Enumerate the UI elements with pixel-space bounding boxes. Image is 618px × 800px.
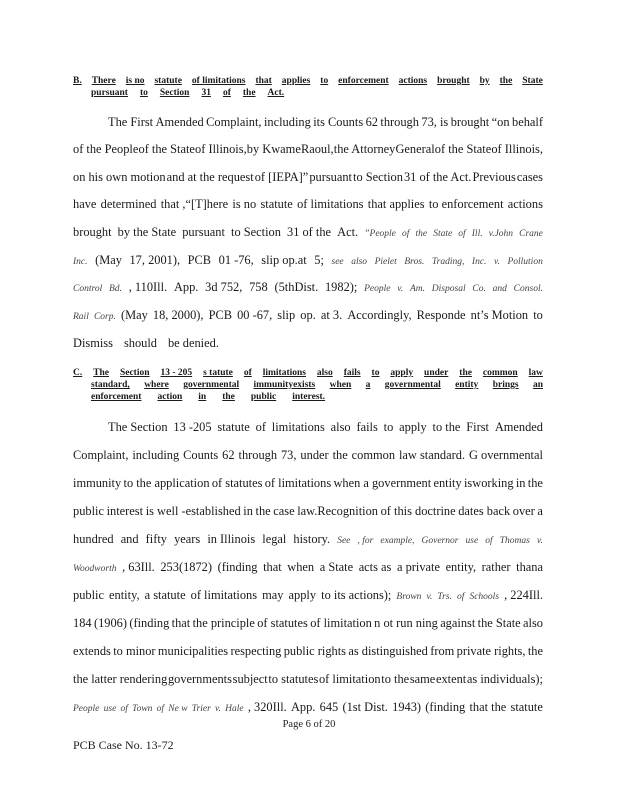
case-citation: of <box>120 704 128 714</box>
case-citation: Corp. <box>93 312 116 322</box>
case-citation: of <box>458 229 466 239</box>
case-citation: Bros. <box>404 257 425 267</box>
case-citation: Pielet <box>374 257 397 267</box>
case-citation: Rail <box>73 312 89 322</box>
case-citation: Ne w <box>168 704 188 714</box>
paragraph-line: Dismiss should be denied. <box>73 336 219 350</box>
case-citation: of <box>156 704 165 714</box>
case-citation: Town <box>132 704 153 714</box>
section-c-heading-line-2: standard, where governmental immunityexists when a governmental entity brings an <box>91 380 543 390</box>
case-citation: ”People <box>364 229 396 239</box>
case-citation: v.John <box>488 229 514 239</box>
case-citation: and <box>492 284 507 294</box>
case-citation: People <box>364 284 391 294</box>
section-b-heading-line-2: pursuant to Section 31 of the Act. <box>91 88 285 98</box>
paragraph-line: have determined that ,“[T]here is no statute of limitations that applies to enforcement actions <box>73 197 543 211</box>
paragraph-line: 184 (1906) (finding that the principle of statutes of limitation n ot run ning against the State also <box>73 616 543 630</box>
paragraph-line: the latter rendering governments subject to statutes of limitation to the same extent as individuals); <box>73 672 543 686</box>
case-citation: Trier <box>191 704 211 714</box>
case-citation: Brown <box>396 592 422 602</box>
paragraph-line: immunity to the application of statutes of limitations when a government entity isworking in the <box>73 476 543 490</box>
case-citation: the <box>415 229 428 239</box>
case-citation: Disposal <box>431 284 466 294</box>
case-citation: State <box>433 229 453 239</box>
case-citation: Woodworth <box>73 564 117 574</box>
case-citation: of <box>485 536 493 546</box>
page-number: Page 6 of 20 <box>282 719 336 730</box>
case-citation: Am. <box>409 284 426 294</box>
case-citation: v. <box>215 704 221 714</box>
case-citation: of <box>402 229 410 239</box>
paragraph-line: Rail Corp. (May 18, 2000), PCB 00 -67, slip op. at 3. Accordingly, Responde nt’s Motion to <box>73 307 543 325</box>
paragraph-line: Inc. (May 17, 2001), PCB 01 -76, slip op.at 5; see also Pielet Bros. Trading, Inc. v. Pollution <box>73 252 543 270</box>
paragraph-line: public entity, a statute of limitations may apply to its actions); Brown v. Trs. of Schools , 224Ill. <box>73 587 543 605</box>
section-c-heading <box>73 367 543 403</box>
case-citation: use <box>103 704 117 714</box>
case-citation: use <box>465 536 479 546</box>
case-citation: Trading, <box>431 257 465 267</box>
paragraph-line: on his own motion and at the request of [IEPA]” pursuant to Section 31 of the Act. Previous cases <box>73 170 543 184</box>
case-citation: v. <box>426 592 433 602</box>
paragraph-line: The First Amended Complaint, including its Counts 62 through 73, is brought “on behalf <box>108 115 543 129</box>
case-citation: Co. <box>472 284 486 294</box>
case-citation: Control <box>73 284 103 294</box>
case-citation: Thomas <box>499 536 530 546</box>
section-b-heading-line-1: B. There is no statute of limitations that applies to enforcement actions brought by the State <box>73 76 543 86</box>
paragraph-line: hundred and fifty years in Illinois legal history. See , for example, Governor use of Thomas v. <box>73 531 543 549</box>
case-citation: Inc. <box>73 257 88 267</box>
paragraph-line: brought by the State pursuant to Section 31 of the Act. ”People of the State of Ill. v.John Crane <box>73 224 543 242</box>
paragraph-line: People use of Town of Ne w Trier v. Hale , 320Ill. App. 645 (1st Dist. 1943) (finding that the statute <box>73 699 543 717</box>
case-citation: Pollution <box>507 257 543 267</box>
case-citation: Ill. <box>471 229 483 239</box>
paragraph-line: Control Bd. , 110Ill. App. 3d 752, 758 (5thDist. 1982); People v. Am. Disposal Co. and Consol. <box>73 279 543 297</box>
case-citation: See <box>337 536 351 546</box>
paragraph-line: public interest is well -established in the case law.Recognition of this doctrine dates back over a <box>73 504 543 518</box>
case-citation: Inc. <box>471 257 487 267</box>
case-citation: Hale <box>225 704 244 714</box>
case-citation: v. <box>536 536 543 546</box>
case-citation: , for <box>357 536 374 546</box>
case-citation: People <box>73 704 100 714</box>
case-citation: also <box>351 257 368 267</box>
section-c-heading-line-3: enforcement action in the public interest. <box>91 392 326 402</box>
paragraph-line: extends to minor municipalities respecting public rights as distinguished from private rights, the <box>73 644 543 658</box>
case-number: PCB Case No. 13-72 <box>73 738 174 752</box>
case-citation: see <box>331 257 344 267</box>
case-citation: Crane <box>519 229 543 239</box>
paragraph-line: of the People of the State of Illinois, by Kwame Raoul, the Attorney General of the State of Illinois, <box>73 142 543 156</box>
paragraph-line: The Section 13 -205 statute of limitations also fails to apply to the First Amended <box>108 420 543 434</box>
case-citation: v. <box>397 284 404 294</box>
paragraph-line: Woodworth , 63Ill. 253(1872) (finding that when a State acts as a private entity, rather thana <box>73 559 543 577</box>
case-citation: of <box>457 592 465 602</box>
section-b-heading <box>73 75 543 99</box>
case-citation: Schools <box>469 592 500 602</box>
case-citation: Governor <box>421 536 459 546</box>
case-citation: v. <box>494 257 500 267</box>
case-citation: Consol. <box>513 284 543 294</box>
case-citation: Bd. <box>109 284 122 294</box>
case-citation: example, <box>380 536 415 546</box>
section-c-heading-line-1: C. The Section 13 - 205 s tatute of limitations also fails to apply under the common law <box>73 368 543 378</box>
case-citation: Trs. <box>437 592 452 602</box>
paragraph-line: Complaint, including Counts 62 through 73, under the common law standard. G overnmental <box>73 448 543 462</box>
